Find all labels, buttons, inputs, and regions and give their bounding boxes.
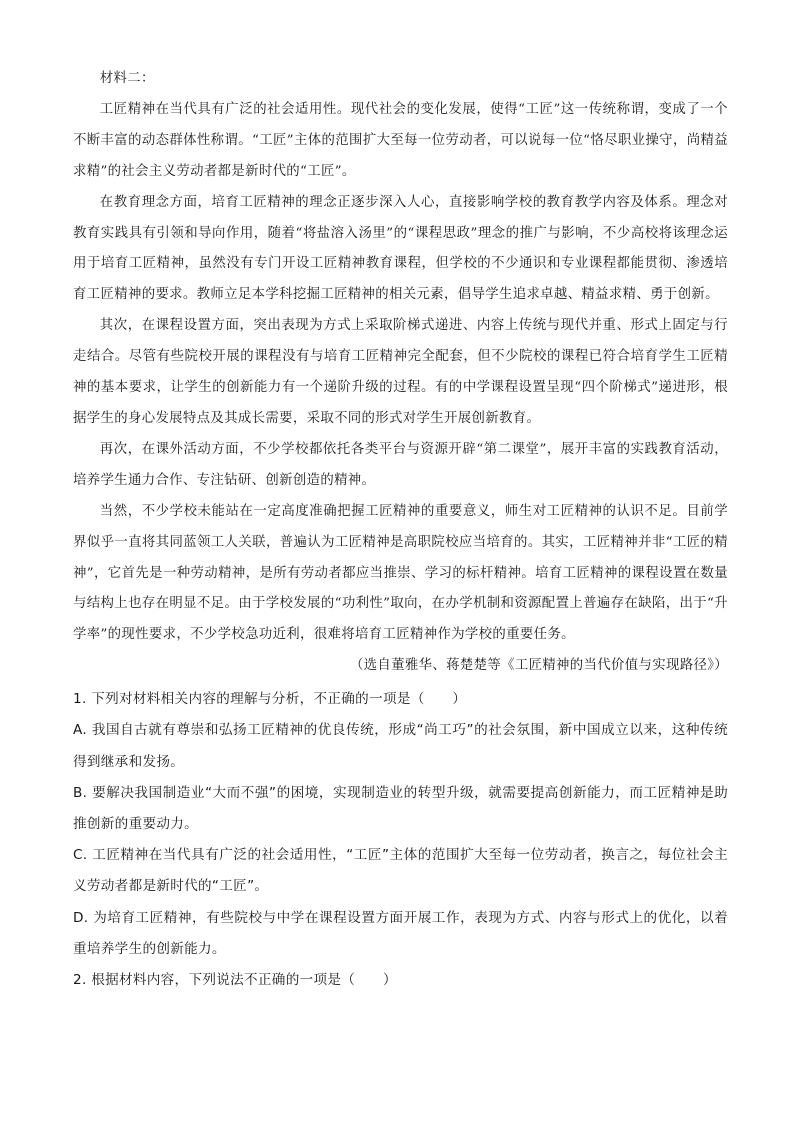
question-1-option-a: A. 我国自古就有尊崇和弘扬工匠精神的优良传统，形成“尚工巧”的社会氛围，新中国成立以来，这种传统得到继承和发扬。 xyxy=(73,722,728,770)
question-2-stem: 2. 根据材料内容，下列说法不正确的一项是（ ） xyxy=(73,971,397,988)
material-paragraph-2: 在教育理念方面，培育工匠精神的理念正逐步深入人心，直接影响学校的教育教学内容及体系。理念对教育实践具有引领和导向作用，随着“将盐溶入汤里”的“课程思政”理念的推广与影响，不少高校将该理念运用于培育工匠精神，虽然没有专门开设工匠精神教育课程，但学校的不少通识和专业课程都能贯彻、渗透培育工匠精神的要求。教师立足本学科挖掘工匠精神的相关元素，倡导学生追求卓越、精益求精、勇于创新。 xyxy=(73,194,728,303)
material-paragraph-3: 其次，在课程设置方面，突出表现为方式上采取阶梯式递进、内容上传统与现代并重、形式上固定与行走结合。尽管有些院校开展的课程没有与培育工匠精神完全配套，但不少院校的课程已符合培育学生工匠精神的基本要求，让学生的创新能力有一个递阶升级的过程。有的中学课程设置呈现“四个阶梯式”递进形，根据学生的身心发展特点及其成长需要，采取不同的形式对学生开展创新教育。 xyxy=(73,318,728,426)
question-1-stem: 1. 下列对材料相关内容的理解与分析，不正确的一项是（ ） xyxy=(73,691,467,708)
material-paragraph-5: 当然，不少学校未能站在一定高度准确把握工匠精神的重要意义，师生对工匠精神的认识不足。目前学界似乎一直将其同蓝领工人关联，普遍认为工匠精神是高职院校应当培育的。其实，工匠精神并非“工匠的精神”，它首先是一种劳动精神，是所有劳动者都应当推崇、学习的标杆精神。培育工匠精神的课程设置在数量与结构上也存在明显不足。由于学校发展的“功利性”取向，在办学机制和资源配置上普遍存在缺陷，出于“升学率”的现性要求，不少学校急功近利，很难将培育工匠精神作为学校的重要任务。 xyxy=(73,503,728,643)
question-1-option-c: C. 工匠精神在当代具有广泛的社会适用性，“工匠”主体的范围扩大至每一位劳动者，换言之，每位社会主义劳动者都是新时代的“工匠”。 xyxy=(73,847,728,895)
question-1-option-d: D. 为培育工匠精神，有些院校与中学在课程设置方面开展工作，表现为方式、内容与形式上的优化，以着重培养学生的创新能力。 xyxy=(73,909,728,957)
material-source-citation: （选自董雅华、蒋楚楚等《工匠精神的当代价值与实现路径》） xyxy=(349,658,728,674)
questions-section xyxy=(73,684,728,996)
question-1-option-b: B. 要解决我国制造业“大而不强”的困境，实现制造业的转型升级，就需要提高创新能力，而工匠精神是助推创新的重要动力。 xyxy=(73,784,728,832)
material-heading: 材料二： xyxy=(99,71,155,86)
material-paragraph-1: 工匠精神在当代具有广泛的社会适用性。现代社会的变化发展，使得“工匠”这一传统称谓，变成了一个不断丰富的动态群体性称谓。“工匠”主体的范围扩大至每一位劳动者，可以说每一位“恪尽职业操守，尚精益求精”的社会主义劳动者都是新时代的“工匠”。 xyxy=(73,101,728,179)
material-two xyxy=(73,64,728,682)
document-page xyxy=(73,64,728,996)
material-paragraph-4: 再次，在课外活动方面，不少学校都依托各类平台与资源开辟“第二课堂”，展开丰富的实践教育活动，培养学生通力合作、专注钻研、创新创造的精神。 xyxy=(73,441,728,488)
